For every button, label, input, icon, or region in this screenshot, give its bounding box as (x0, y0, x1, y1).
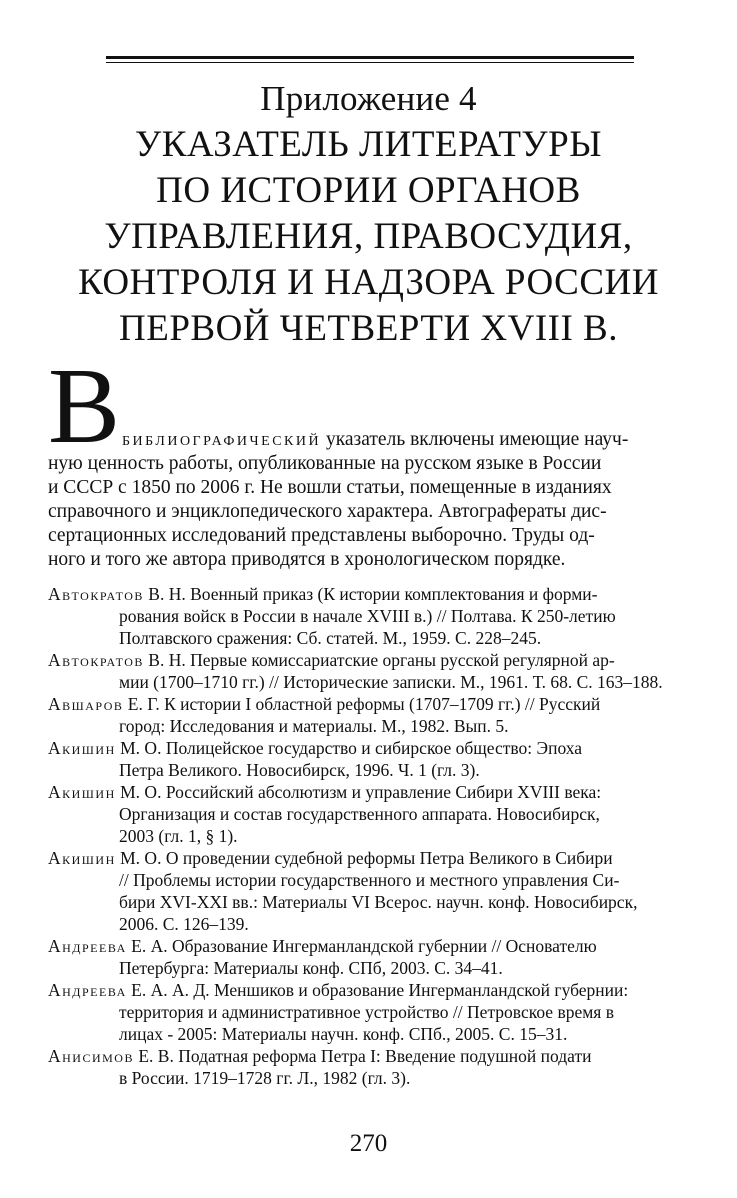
entry-text: М. О. Полицейское государство и сибирское общество: Эпоха (115, 738, 583, 758)
entry-text: М. О. Российский абсолютизм и управление Сибири XVIII века: (115, 782, 602, 802)
intro-line: ную ценность работы, опубликованные на русском языке в России (48, 453, 602, 474)
entry-text: Е. А. А. Д. Меншиков и образование Ингерманландской губернии: (126, 980, 629, 1000)
entry-author: Акишин (48, 738, 116, 758)
intro-line: сертационных исследований представлены выборочно. Труды од- (48, 525, 595, 546)
entry-author: Автократов (48, 584, 144, 604)
entry-first-line (48, 649, 694, 671)
entry-continuation-line: // Проблемы истории государственного и местного управления Си- (119, 870, 620, 890)
title-line: КОНТРОЛЯ И НАДЗОРА РОССИИ (78, 262, 659, 303)
entry-text: М. О. О проведении судебной реформы Петра Великого в Сибири (115, 848, 613, 868)
bibliography-entry (48, 693, 694, 737)
entry-continuation-line: в России. 1719–1728 гг. Л., 1982 (гл. 3). (119, 1068, 411, 1088)
title-line: ПО ИСТОРИИ ОРГАНОВ (156, 170, 581, 211)
header-rule (106, 56, 634, 59)
entry-continuation-line: мии (1700–1710 гг.) // Исторические записки. М., 1961. Т. 68. С. 163–188. (119, 672, 663, 692)
entry-continuation-line: территория и административное устройство // Петровское время в (119, 1002, 614, 1022)
drop-cap: В (48, 347, 121, 466)
entry-continuation-line: Петербурга: Материалы конф. СПб, 2003. С. 34–41. (119, 958, 503, 978)
entry-author: Авшаров (48, 694, 124, 714)
entry-author: Андреева (48, 980, 127, 1000)
intro-line: ного и того же автора приводятся в хронологическом порядке. (48, 549, 566, 570)
title-line: ПЕРВОЙ ЧЕТВЕРТИ XVIII В. (119, 308, 618, 349)
entry-author: Автократов (48, 650, 144, 670)
bibliography-entry (48, 737, 694, 781)
bibliography-entry (48, 583, 694, 649)
entry-text: В. Н. Первые комиссариатские органы русской регулярной ар- (143, 650, 615, 670)
entry-first-line (48, 583, 694, 605)
entry-continuation-line: 2003 (гл. 1, § 1). (119, 826, 238, 846)
bibliography-entry (48, 847, 694, 935)
entry-first-line (48, 737, 694, 759)
intro-first-line (122, 428, 694, 452)
title-line: УКАЗАТЕЛЬ ЛИТЕРАТУРЫ (135, 124, 602, 165)
entry-continuation-line: бири XVI-XXI вв.: Материалы VI Всерос. научн. конф. Новосибирск, (119, 892, 638, 912)
intro-paragraph (48, 452, 694, 572)
bibliography-entry (48, 935, 694, 979)
entry-author: Андреева (48, 936, 127, 956)
title-line: УПРАВЛЕНИЯ, ПРАВОСУДИЯ, (104, 216, 633, 257)
intro-line: справочного и энциклопедического характера. Автографераты дис- (48, 501, 607, 522)
bibliography-entry (48, 649, 694, 693)
appendix-label: Приложение 4 (260, 79, 477, 118)
page-number: 270 (349, 1130, 388, 1157)
entry-continuation-line: Петра Великого. Новосибирск, 1996. Ч. 1 (гл. 3). (119, 760, 480, 780)
bibliography-list (48, 583, 694, 1089)
entry-author: Акишин (48, 848, 116, 868)
bibliography-entry (48, 1045, 694, 1089)
entry-text: В. Н. Военный приказ (К истории комплектования и форми- (143, 584, 598, 604)
entry-continuation-line: Организация и состав государственного аппарата. Новосибирск, (119, 804, 600, 824)
intro-line: и СССР с 1850 по 2006 г. Не вошли статьи, помещенные в изданиях (48, 477, 612, 498)
intro-first-line-text: указатель включены имеющие науч- (321, 429, 629, 450)
bibliography-entry (48, 781, 694, 847)
entry-continuation-line: город: Исследования и материалы. М., 1982. Вып. 5. (119, 716, 509, 736)
entry-first-line (48, 693, 694, 715)
entry-first-line (48, 935, 694, 957)
entry-text: Е. А. Образование Ингерманландской губернии // Основателю (126, 936, 597, 956)
entry-continuation-line: рования войск в России в начале XVIII в.) // Полтава. К 250-летию (119, 606, 616, 626)
entry-text: Е. В. Податная реформа Петра I: Введение подушной подати (133, 1046, 592, 1066)
entry-continuation-line: Полтавского сражения: Сб. статей. М., 1959. С. 228–245. (119, 628, 542, 648)
entry-first-line (48, 979, 694, 1001)
entry-author: Акишин (48, 782, 116, 802)
intro-lead-word: библиографический (122, 429, 322, 450)
entry-first-line (48, 847, 694, 869)
entry-first-line (48, 781, 694, 803)
bibliography-entry (48, 979, 694, 1045)
chapter-header (40, 76, 697, 352)
entry-continuation-line: 2006. С. 126–139. (119, 914, 249, 934)
entry-continuation-line: лицах - 2005: Материалы научн. конф. СПб., 2005. С. 15–31. (119, 1024, 568, 1044)
entry-first-line (48, 1045, 694, 1067)
entry-author: Анисимов (48, 1046, 134, 1066)
entry-text: Е. Г. К истории I областной реформы (1707–1709 гг.) // Русский (123, 694, 601, 714)
